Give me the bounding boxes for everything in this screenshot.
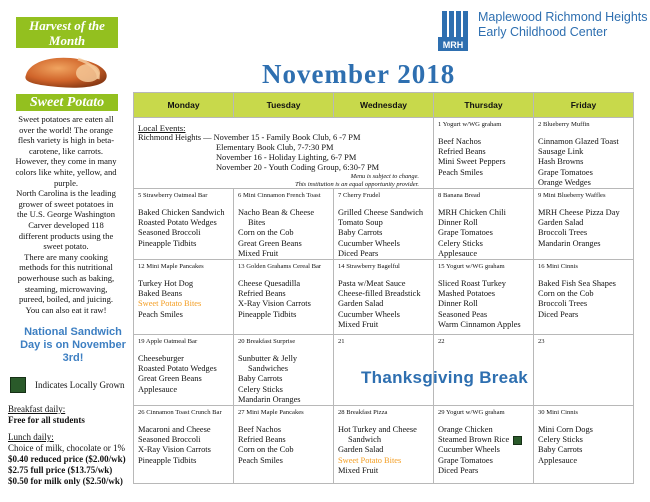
event-line: Elementary Book Club, 7-7:30 PM (216, 143, 334, 152)
menu-item: Grape Tomatoes (538, 167, 593, 177)
menu-item: Cinnamon Glazed Toast (538, 137, 619, 146)
menu-item: Seasoned Broccoli (138, 435, 201, 445)
menu-item: Grape Tomatoes (438, 455, 493, 465)
sandwich-day-notice: National Sandwich Day is on November 3rd! (20, 326, 126, 364)
day-header: 7 Cherry Frudel (338, 192, 381, 200)
menu-item: Applesauce (138, 384, 178, 394)
sidebar (0, 0, 132, 502)
menu-item (438, 435, 529, 445)
day-cell (534, 406, 634, 484)
day-cell (234, 260, 334, 335)
menu-item: Baked Chicken Sandwich (138, 208, 225, 218)
menu-item: Peach Smiles (238, 455, 283, 465)
menu-item: Applesauce (538, 455, 578, 465)
harvest-menu-item: Sweet Potato Bites (338, 455, 402, 465)
day-header: 28 Breakfast Pizza (338, 409, 388, 417)
menu-item: Celery Sticks (238, 384, 283, 394)
day-header: 21 (338, 338, 345, 346)
description-line: steaming, microwaving, (24, 283, 108, 294)
day-header: 12 Mini Maple Pancakes (138, 263, 204, 271)
menu-item: Baby Carrots (238, 374, 283, 384)
week-row (134, 406, 634, 484)
menu-item: Cheese Quesadilla (238, 279, 301, 289)
logo-text: MRH (442, 40, 464, 50)
menu-item: Warm Cinnamon Apples (438, 319, 521, 329)
description-line: North Carolina is the leading (16, 188, 116, 199)
description-line: colors like white, yellow, and (15, 166, 117, 177)
day-header: 8 Banana Bread (438, 192, 481, 200)
menu-item: Pineapple Tidbits (138, 455, 197, 465)
menu-item: Refried Beans (238, 435, 286, 445)
menu-item: Sandwiches (248, 364, 289, 374)
description-line: powerhouse such as baking, (17, 272, 115, 283)
lunch-line: $2.75 full price ($13.75/wk) (8, 465, 113, 475)
menu-item: Roasted Potato Wedges (138, 364, 217, 374)
menu-item: Refried Beans (238, 289, 286, 299)
description-line: However, they come in many (15, 156, 117, 167)
day-header: 5 Strawberry Oatmeal Bar (138, 192, 208, 200)
lunch-line: $0.40 reduced price ($2.00/wk) (8, 454, 126, 464)
day-cell (534, 189, 634, 260)
menu-item: Mixed Fruit (338, 465, 379, 475)
breakfast-info (8, 404, 132, 426)
day-cell (234, 189, 334, 260)
menu-item: Dinner Roll (438, 299, 478, 309)
day-cell (434, 118, 534, 189)
menu-item: Broccoli Trees (538, 299, 588, 309)
menu-item: Baked Fish Sea Shapes (538, 279, 616, 289)
description-line: Sweet potatoes are eaten all (18, 114, 114, 124)
day-header: 29 Yogurt w/WG graham (438, 409, 505, 417)
menu-item: Grape Tomatoes (438, 228, 493, 238)
day-cell (134, 260, 234, 335)
day-header: 16 Mini Cinnis (538, 263, 578, 271)
day-header: 15 Yogurt w/WG graham (438, 263, 505, 271)
legend-text: Indicates Locally Grown (35, 380, 125, 390)
menu-item: Dinner Roll (438, 218, 478, 228)
day-cell (434, 406, 534, 484)
menu-item: Grilled Cheese Sandwich (338, 208, 424, 218)
menu-item: Baby Carrots (538, 445, 583, 455)
description-line: flesh variety is high in beta- (17, 135, 115, 146)
menu-item: Orange Chicken (438, 425, 493, 435)
weekday-header: Monday (134, 93, 234, 118)
menu-item: Cucumber Wheels (438, 445, 500, 455)
menu-item: Diced Pears (538, 309, 579, 319)
menu-item: Celery Sticks (538, 435, 583, 445)
menu-item: Orange Wedges (538, 177, 591, 187)
menu-item: Applesauce (438, 248, 478, 258)
description-line: pureed, boiled, and juicing. (18, 294, 114, 305)
event-line: Richmond Heights — November 15 - Family Book Club, 6 -7 PM (138, 133, 361, 142)
description-line: methods for this nutritional (19, 262, 113, 273)
day-cell (134, 335, 234, 406)
menu-item: Cheeseburger (138, 354, 184, 364)
day-header: 19 Apple Oatmeal Bar (138, 338, 198, 346)
day-cell (234, 335, 334, 406)
org-line: Early Childhood Center (478, 25, 608, 39)
menu-item: Pasta w/Meat Sauce (338, 279, 406, 289)
menu-item: Beef Nachos (438, 137, 482, 146)
locally-grown-icon (10, 377, 26, 393)
weekday-header: Thursday (434, 93, 534, 118)
day-header: 14 Strawberry Bagelful (338, 263, 400, 271)
org-line: Maplewood Richmond Heights (478, 10, 648, 24)
month-title: November 2018 (262, 59, 456, 89)
menu-item: Baked Beans (138, 289, 182, 299)
event-line: November 16 - Holiday Lighting, 6-7 PM (216, 153, 357, 162)
description-line: carotene, like carrots. (29, 145, 103, 156)
day-header: 2 Blueberry Muffin (538, 121, 590, 128)
locally-grown-icon (513, 436, 522, 445)
menu-item: Roasted Potato Wedges (138, 218, 217, 228)
menu-item: Hot Turkey and Cheese (338, 425, 417, 435)
menu-item: Garden Salad (338, 299, 384, 309)
menu-item: Garden Salad (338, 445, 384, 455)
menu-item: Cheese-filled Breadstick (338, 289, 421, 299)
description-line: sweet potato. (43, 241, 89, 252)
menu-note: This institution is an equal opportunity provider. (295, 180, 419, 188)
menu-item: Seasoned Broccoli (138, 228, 201, 238)
lunch-info (8, 432, 132, 487)
menu-item: Beef Nachos (238, 425, 282, 435)
menu-item: Refried Beans (438, 147, 486, 157)
menu-item: Broccoli Trees (538, 228, 588, 238)
menu-item: Sliced Roast Turkey (438, 279, 506, 289)
menu-item: Diced Pears (338, 248, 379, 258)
weekday-header-row (134, 93, 634, 118)
menu-item: Baby Carrots (338, 228, 383, 238)
description-line: purple. (53, 177, 79, 188)
week-row (134, 189, 634, 260)
day-cell (534, 260, 634, 335)
featured-item-title: Sweet Potato (16, 94, 118, 111)
day-cell (134, 189, 234, 260)
day-cell (334, 189, 434, 260)
menu-item: Pineapple Tidbits (138, 238, 197, 248)
menu-item: Mashed Potatoes (438, 289, 495, 299)
breakfast-value: Free for all students (8, 415, 85, 425)
weekday-header: Tuesday (234, 93, 334, 118)
day-cell (134, 406, 234, 484)
lunch-line: Choice of milk, chocolate or 1% (8, 443, 125, 453)
description-line: the U.S. George Washington (16, 209, 116, 220)
menu-item: Celery Sticks (438, 238, 483, 248)
day-cell (434, 260, 534, 335)
menu-item: MRH Cheese Pizza Day (538, 208, 620, 218)
menu-item: Tomato Soup (338, 218, 383, 228)
menu-item: Macaroni and Cheese (138, 425, 211, 435)
mrh-logo-icon (436, 11, 470, 51)
day-cell (334, 260, 434, 335)
menu-item: Sausage Link (538, 147, 584, 157)
day-cell (434, 189, 534, 260)
day-header: 1 Yogurt w/WG graham (438, 121, 502, 128)
day-header: 27 Mini Maple Pancakes (238, 409, 304, 417)
day-header: 26 Cinnamon Toast Crunch Bar (138, 409, 222, 417)
menu-item: Cucumber Wheels (338, 238, 400, 248)
menu-item-text: Steamed Brown Rice (438, 435, 510, 445)
day-cell (534, 118, 634, 189)
sweet-potato-description (6, 114, 126, 315)
day-header: 6 Mini Cinnamon French Toast (238, 192, 321, 200)
day-header: 30 Mini Cinnis (538, 409, 578, 417)
menu-item: Peach Smiles (138, 309, 183, 319)
menu-item: Mini Corn Dogs (538, 425, 593, 435)
menu-item: Garden Salad (538, 218, 584, 228)
description-line: You can also eat it raw! (25, 304, 107, 315)
menu-item: Bites (248, 218, 266, 228)
menu-item: Great Green Beans (238, 238, 302, 248)
week-row (134, 260, 634, 335)
menu-calendar (133, 92, 634, 484)
lunch-line: $0.50 for milk only ($2.50/wk) (8, 476, 123, 486)
menu-item: X-Ray Vision Carrots (138, 445, 211, 455)
menu-item: Sandwich (348, 435, 382, 445)
day-header: 13 Golden Grahams Cereal Bar (238, 263, 322, 271)
day-cell (334, 406, 434, 484)
organization-name (478, 10, 648, 40)
day-header: 20 Breakfast Surprise (238, 338, 296, 346)
weekday-header: Friday (534, 93, 634, 118)
breakfast-label: Breakfast daily: (8, 404, 66, 414)
menu-item: Nacho Bean & Cheese (238, 208, 315, 218)
description-line: grower of sweet potatoes in (18, 198, 114, 209)
sweet-potato-icon (20, 51, 112, 91)
menu-note: Menu is subject to change. (350, 173, 419, 180)
menu-item: Mini Sweet Peppers (438, 157, 506, 167)
menu-item: Pineapple Tidbits (238, 309, 297, 319)
menu-item: Seasoned Peas (438, 309, 488, 319)
menu-item: Corn on the Cob (238, 228, 294, 238)
weekday-header: Wednesday (334, 93, 434, 118)
lunch-label: Lunch daily: (8, 432, 54, 442)
day-header: 22 (438, 338, 445, 346)
description-line: over the world! The orange (19, 124, 113, 135)
menu-item: Mixed Fruit (238, 248, 279, 258)
description-line: Carver developed 118 (28, 219, 104, 230)
harvest-menu-item: Sweet Potato Bites (138, 299, 202, 309)
menu-item: Mandarin Oranges (238, 394, 301, 404)
menu-item: Corn on the Cob (238, 445, 294, 455)
menu-item: Hash Browns (538, 157, 584, 167)
harvest-of-month-banner: Harvest of the Month (16, 17, 118, 48)
menu-item: Sunbutter & Jelly (238, 354, 298, 364)
menu-item: Peach Smiles (438, 167, 483, 177)
day-cell (234, 406, 334, 484)
week-row (134, 118, 634, 189)
local-events-cell (134, 118, 434, 189)
menu-item: Corn on the Cob (538, 289, 594, 299)
menu-item: Mixed Fruit (338, 319, 379, 329)
menu-item: Cucumber Wheels (338, 309, 400, 319)
day-header: 23 (538, 338, 545, 346)
menu-item: Great Green Beans (138, 374, 202, 384)
menu-item: X-Ray Vision Carrots (238, 299, 311, 309)
menu-item: Mandarin Oranges (538, 238, 601, 248)
description-line: There are many cooking (24, 251, 108, 262)
menu-item: Turkey Hot Dog (138, 279, 194, 289)
thanksgiving-break-banner: Thanksgiving Break (361, 368, 528, 387)
menu-item: MRH Chicken Chili (438, 208, 506, 218)
description-line: different products using the (18, 230, 114, 241)
local-events-title: Local Events: (138, 123, 186, 133)
menu-item: Diced Pears (438, 465, 479, 475)
event-line: November 20 - Youth Coding Group, 6:30-7 PM (216, 163, 380, 172)
day-header: 9 Mini Blueberry Waffles (538, 192, 606, 200)
